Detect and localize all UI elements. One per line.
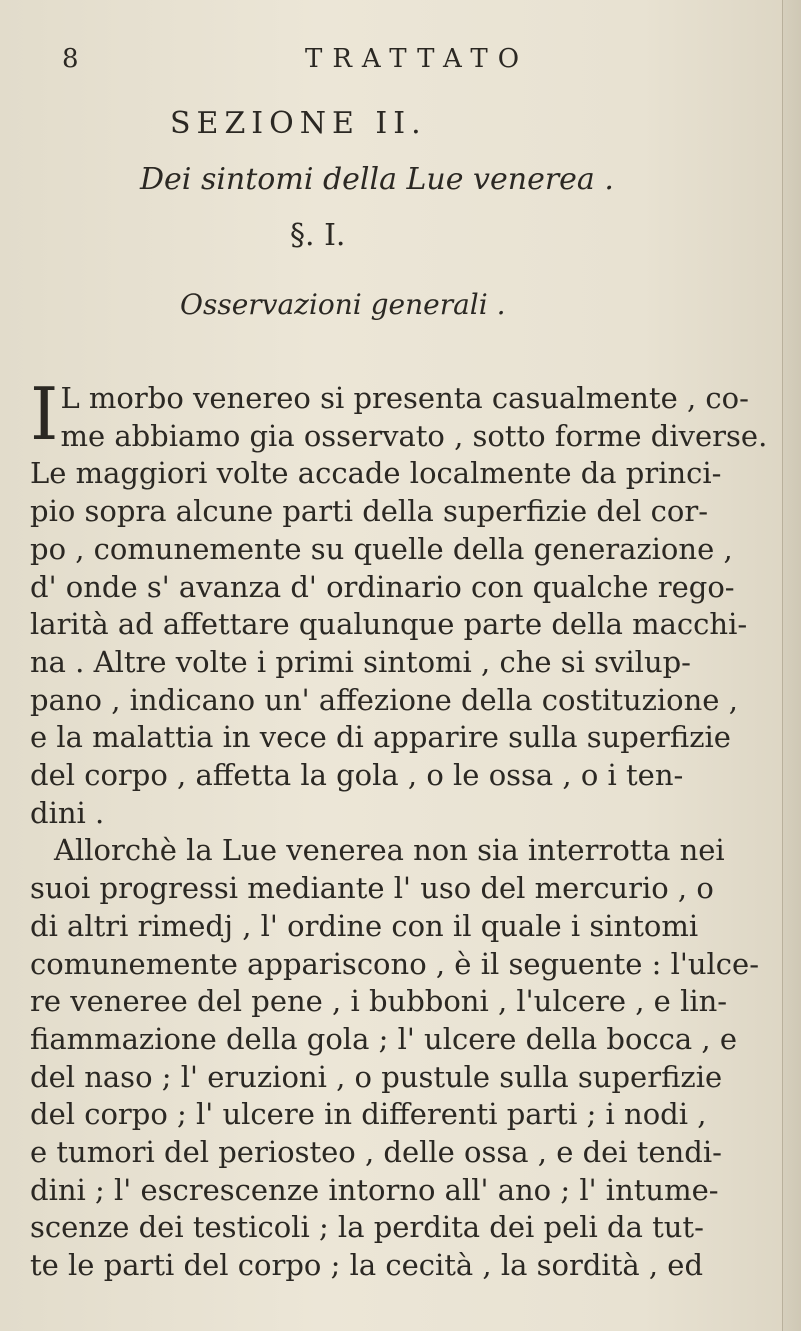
- text-line: L morbo venereo si presenta casualmente , co-: [60, 381, 749, 415]
- text-line: scenze dei testicoli ; la perdita dei peli da tut-: [30, 1210, 704, 1245]
- section-heading: SEZIONE II.: [170, 106, 427, 141]
- text-line: me abbiamo gia osservato , sotto forme diverse.: [60, 418, 768, 453]
- text-line: Le maggiori volte accade localmente da princi-: [30, 456, 722, 491]
- text-line: d' onde s' avanza d' ordinario con qualche rego-: [30, 569, 735, 604]
- running-title: TRATTATO: [305, 44, 530, 74]
- text-line: e tumori del periosteo , delle ossa , e dei tendi-: [30, 1135, 722, 1170]
- text-line: del naso ; l' eruzioni , o pustule sulla superfizie: [30, 1059, 723, 1094]
- text-line: comunemente appariscono , è il seguente : l'ulce-: [30, 946, 760, 981]
- text-line: dini ; l' escrescenze intorno all' ano ; l' intume-: [30, 1172, 719, 1207]
- text-line: fiammazione della gola ; l' ulcere della bocca , e: [30, 1021, 738, 1056]
- text-line: re veneree del pene , i bubboni , l'ulcere , e lin-: [30, 984, 728, 1019]
- page-number: 8: [62, 44, 79, 74]
- text-line: e la malattia in vece di apparire sulla superfizie: [30, 720, 731, 755]
- text-line: te le parti del corpo ; la cecità , la sordità , ed: [30, 1248, 704, 1283]
- text-line: pano , indicano un' affezione della costituzione ,: [30, 682, 738, 717]
- body-text: [30, 372, 780, 1285]
- text-line: del corpo ; l' ulcere in differenti parti ; i nodi ,: [30, 1097, 707, 1132]
- text-line: po , comunemente su quelle della generazione ,: [30, 531, 733, 566]
- paragraph-number: §. I.: [290, 218, 346, 253]
- text-line: di altri rimedj , l' ordine con il quale i sintomi: [30, 908, 699, 943]
- text-line: pio sopra alcune parti della superfizie del cor-: [30, 494, 708, 529]
- text-line: na . Altre volte i primi sintomi , che si svilup-: [30, 644, 691, 679]
- chapter-subtitle: Dei sintomi della Lue venerea .: [140, 162, 614, 197]
- text-line: dini .: [30, 795, 105, 830]
- observations-heading: Osservazioni generali .: [180, 288, 506, 321]
- text-line: del corpo , affetta la gola , o le ossa , o i ten-: [30, 758, 684, 793]
- page-edge: [782, 0, 801, 1331]
- page-header: [60, 40, 760, 100]
- text-line: larità ad affettare qualunque parte della macchi-: [30, 607, 748, 642]
- text-line: suoi progressi mediante l' uso del mercurio , o: [30, 871, 714, 906]
- drop-cap: I: [30, 372, 59, 456]
- text-line: Allorchè la Lue venerea non sia interrotta nei: [54, 833, 725, 868]
